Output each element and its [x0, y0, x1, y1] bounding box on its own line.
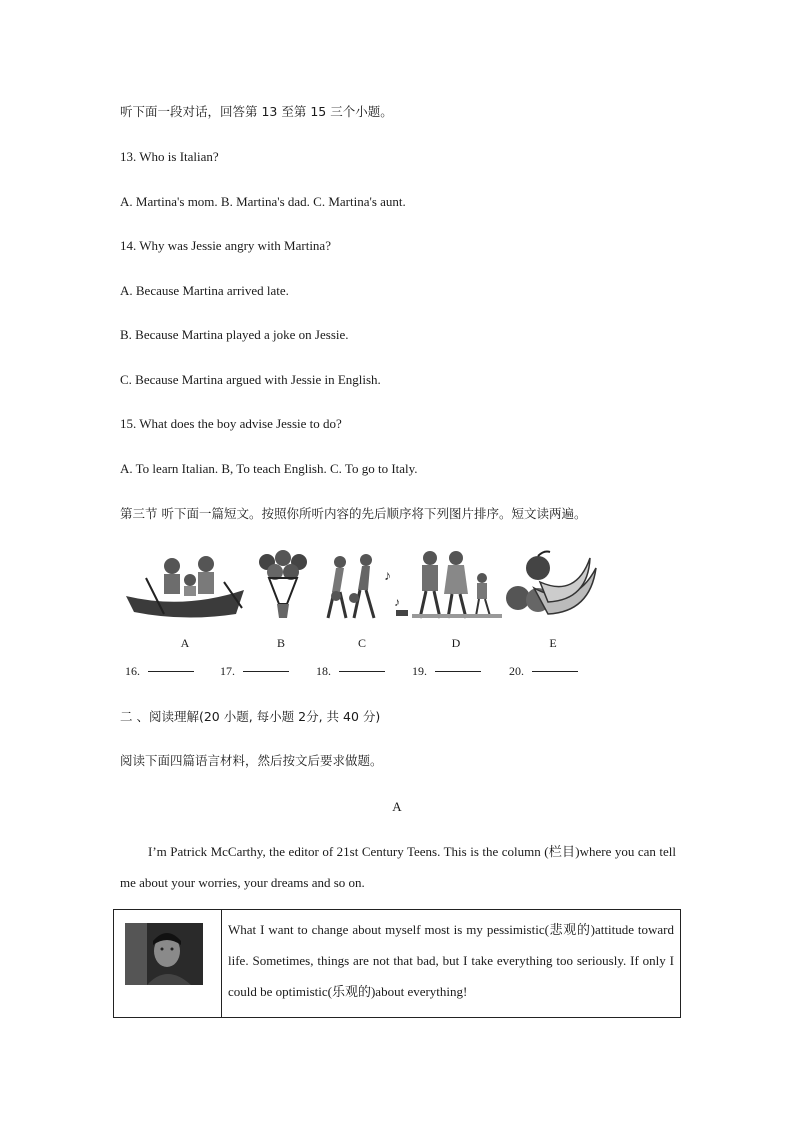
blank-18-line[interactable] [339, 671, 385, 672]
passage-intro: I’m Patrick McCarthy, the editor of 21st Century Teens. This is the column (栏目)where you can tell me about your worries, your dreams and so on. [120, 844, 676, 890]
photo-cell [114, 910, 222, 1018]
picture-b-bouquet [247, 548, 319, 620]
blank-20-line[interactable] [532, 671, 578, 672]
entry-table [113, 909, 681, 1018]
question-14: 14. Why was Jessie angry with Martina? [120, 238, 331, 253]
boy-photo [125, 923, 203, 985]
blank-17-label: 17. [220, 664, 235, 678]
svg-text:♪: ♪ [394, 595, 400, 609]
blank-19-line[interactable] [435, 671, 481, 672]
blank-20-label: 20. [509, 664, 524, 678]
section3-instruction: 第三节 听下面一篇短文。按照你所听内容的先后顺序将下列图片排序。短文读两遍。 [120, 506, 587, 521]
section-intro: 听下面一段对话，回答第 13 至第 15 三个小题。 [120, 104, 393, 119]
question-14-option-c: C. Because Martina argued with Jessie in English. [120, 372, 381, 387]
picture-label-c: C [357, 636, 366, 650]
picture-label-d: D [451, 636, 461, 650]
question-14-option-a: A. Because Martina arrived late. [120, 283, 289, 298]
question-14-option-b: B. Because Martina played a joke on Jessie. [120, 327, 349, 342]
part2-title: 二 、阅读理解(20 小题, 每小题 2分, 共 40 分) [120, 709, 381, 724]
picture-d-family-walk [410, 548, 504, 620]
blank-18-label: 18. [316, 664, 331, 678]
blank-19-label: 19. [412, 664, 427, 678]
entry-text: What I want to change about myself most is my pessimistic(悲观的)attitude toward life. Sometimes, things are not that bad, but I take everything too seriously. If only I could be optimistic(乐观的)about everything! [222, 910, 681, 1018]
question-15-options: A. To learn Italian. B, To teach English. C. To go to Italy. [120, 461, 418, 476]
blank-17-line[interactable] [243, 671, 289, 672]
passage-letter: A [392, 799, 402, 814]
picture-e-fruit [504, 548, 600, 620]
blank-16-line[interactable] [148, 671, 194, 672]
blank-16-label: 16. [125, 664, 140, 678]
picture-c-exercise [318, 548, 408, 620]
question-13: 13. Who is Italian? [120, 149, 219, 164]
svg-text:♪: ♪ [384, 569, 391, 584]
question-13-options: A. Martina's mom. B. Martina's dad. C. Martina's aunt. [120, 194, 406, 209]
picture-label-b: B [276, 636, 285, 650]
picture-label-a: A [180, 636, 190, 650]
picture-a-boat [124, 548, 246, 620]
picture-strip [122, 548, 602, 686]
picture-label-e: E [549, 636, 557, 650]
part2-instruction: 阅读下面四篇语言材料，然后按文后要求做题。 [120, 753, 383, 768]
question-15: 15. What does the boy advise Jessie to do? [120, 416, 342, 431]
